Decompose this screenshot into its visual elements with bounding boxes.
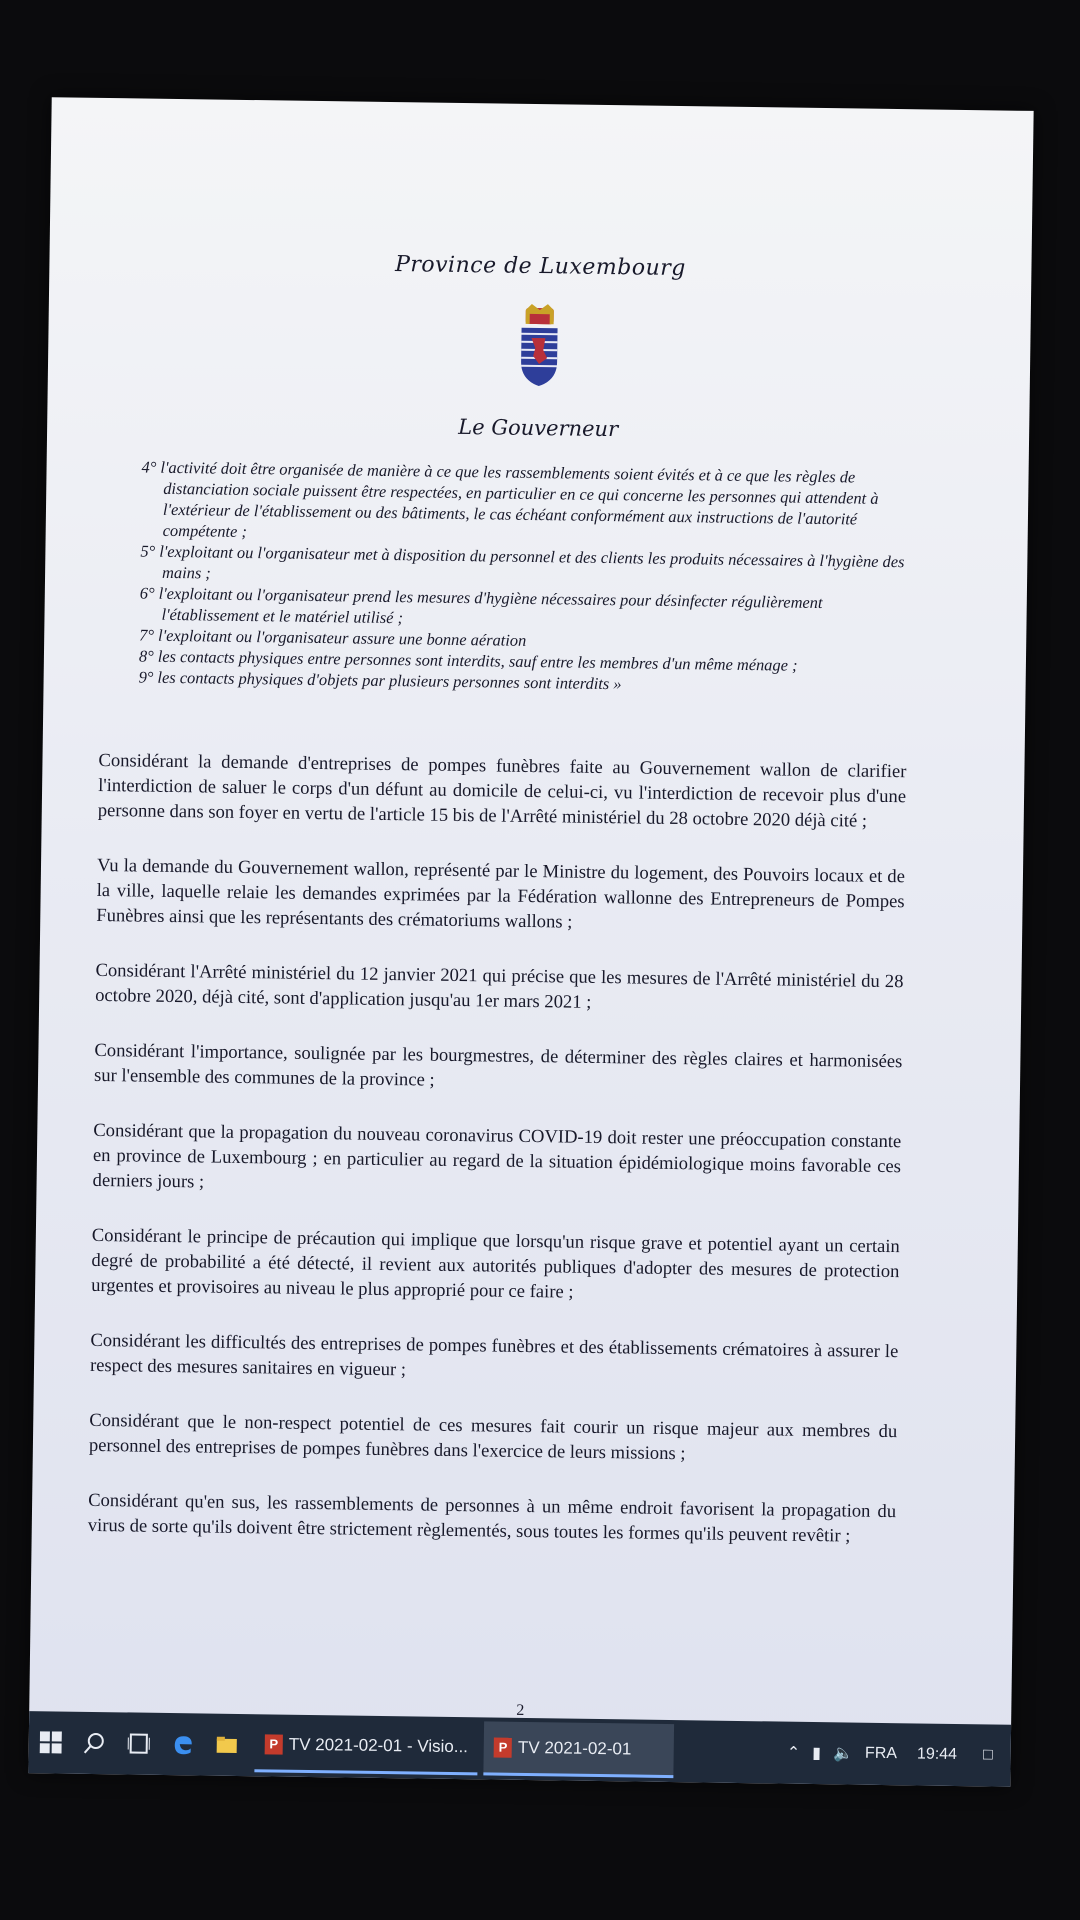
paragraph: Considérant la demande d'entreprises de pompes funèbres faite au Gouvernement wallon de clarifier l'interdiction de saluer le corps d'un défunt au domicile de celui-ci, vu l'interdiction de recevoir plus d'une personne dans son foyer en vertu de l'article 15 bis de l'Arrêté ministériel du 28 octobre 2020 déjà cité ; bbox=[97, 749, 907, 832]
paragraph: Considérant que la propagation du nouveau coronavirus COVID-19 doit rester une préoccupation constante en province de Luxembourg ; en particulier au regard de la situation épidémiologique moins favorable ces derniers jours ; bbox=[92, 1119, 902, 1193]
clock[interactable]: 19:44 bbox=[916, 1745, 958, 1764]
list-item: 7° l'exploitant ou l'organisateur assure une bonne aération bbox=[139, 625, 527, 650]
paragraph: Considérant l'importance, soulignée par les bourgmestres, de déterminer des règles claires et harmonisées sur l'ensemble des communes de la province ; bbox=[93, 1039, 903, 1091]
monitor-screen bbox=[28, 97, 1033, 1787]
page-number: 2 bbox=[516, 1701, 525, 1719]
list-item: 9° les contacts physiques d'objets par plusieurs personnes sont interdits » bbox=[138, 667, 622, 694]
paragraph: Considérant qu'en sus, les rassemblements de personnes à un même endroit favorisent la propagation du virus de sorte qu'ils doivent être strictement règlementés, sous toutes les formes qu'ils peuvent revêtir ; bbox=[87, 1489, 897, 1547]
system-tray bbox=[787, 1743, 1011, 1766]
notifications-icon[interactable]: □ bbox=[982, 1746, 993, 1764]
taskbar-app-label: TV 2021-02-01 - Visio... bbox=[288, 1734, 469, 1756]
task-view-icon[interactable] bbox=[116, 1719, 161, 1768]
pdf-icon: P bbox=[265, 1734, 283, 1754]
edge-icon[interactable] bbox=[160, 1720, 205, 1769]
coat-of-arms-icon bbox=[515, 304, 564, 389]
taskbar bbox=[28, 1711, 1011, 1787]
paragraph: Considérant les difficultés des entreprises de pompes funèbres et des établissements crématoires à assurer le respect des mesures sanitaires en vigueur ; bbox=[89, 1329, 899, 1381]
document-page bbox=[29, 97, 1033, 1717]
taskbar-app-pdf[interactable] bbox=[484, 1721, 675, 1778]
list-item: 8° les contacts physiques entre personnes sont interdits, sauf entre les membres d'un même ménage ; bbox=[138, 646, 798, 675]
paragraph: Considérant le principe de précaution qui implique que lorsqu'un risque grave et potentiel ayant un certain degré de probabilité a été détecté, il revient aux autorités publiques d'adopter des mesures de protection urgentes et provisoires au niveau le plus approprié pour ce faire ; bbox=[91, 1224, 900, 1303]
paragraph: Vu la demande du Gouvernement wallon, représenté par le Ministre du logement, des Pouvoirs locaux et de la ville, laquelle relaie les demandes exprimées par la Fédération wallonne des Entrepreneurs de Pompes Funèbres ainsi que les représentants des crématoriums wallons ; bbox=[96, 854, 906, 933]
battery-icon[interactable]: ▮ bbox=[812, 1745, 822, 1763]
windows-start-icon[interactable] bbox=[28, 1718, 73, 1767]
list-item: 5° l'exploitant ou l'organisateur met à disposition du personnel et des clients les produits nécessaires à l'hygiène des mains ; bbox=[140, 541, 905, 583]
pdf-icon: P bbox=[494, 1737, 512, 1757]
paragraph: Considérant l'Arrêté ministériel du 12 janvier 2021 qui précise que les mesures de l'Arrêté ministériel du 28 octobre 2020, déjà cité, sont d'application jusqu'au 1er mars 2021 ; bbox=[95, 959, 904, 1013]
chevron-up-icon[interactable]: ⌃ bbox=[786, 1744, 801, 1762]
considerations bbox=[87, 748, 906, 1579]
language-indicator[interactable]: FRA bbox=[864, 1744, 898, 1763]
file-explorer-icon[interactable] bbox=[204, 1721, 249, 1770]
list-item: 4° l'activité doit être organisée de manière à ce que les rassemblements soient évités et à ce que les règles de distanciation sociale puissent être respectées, en particulier en ce qui concerne les personnes qui attendent à l'extérieur de l'établissement ou des bâtiments, le cas échéant conformément aux instructions de l'autorité compétente ; bbox=[141, 457, 879, 541]
taskbar-app-label: TV 2021-02-01 bbox=[517, 1737, 632, 1758]
document-header-subtitle: Le Gouverneur bbox=[458, 414, 619, 442]
search-icon[interactable] bbox=[72, 1719, 117, 1768]
list-item: 6° l'exploitant ou l'organisateur prend les mesures d'hygiène nécessaires pour désinfecter régulièrement l'établissement et le matériel utilisé ; bbox=[139, 583, 823, 628]
volume-icon[interactable]: 🔈 bbox=[832, 1745, 854, 1763]
paragraph: Considérant que le non-respect potentiel de ces mesures fait courir un risque majeur aux membres du personnel des entreprises de pompes funèbres dans l'exercice de leurs missions ; bbox=[88, 1409, 898, 1465]
taskbar-app-visio[interactable] bbox=[254, 1718, 478, 1775]
numbered-list bbox=[139, 457, 909, 699]
document-header-title: Province de Luxembourg bbox=[394, 252, 686, 282]
